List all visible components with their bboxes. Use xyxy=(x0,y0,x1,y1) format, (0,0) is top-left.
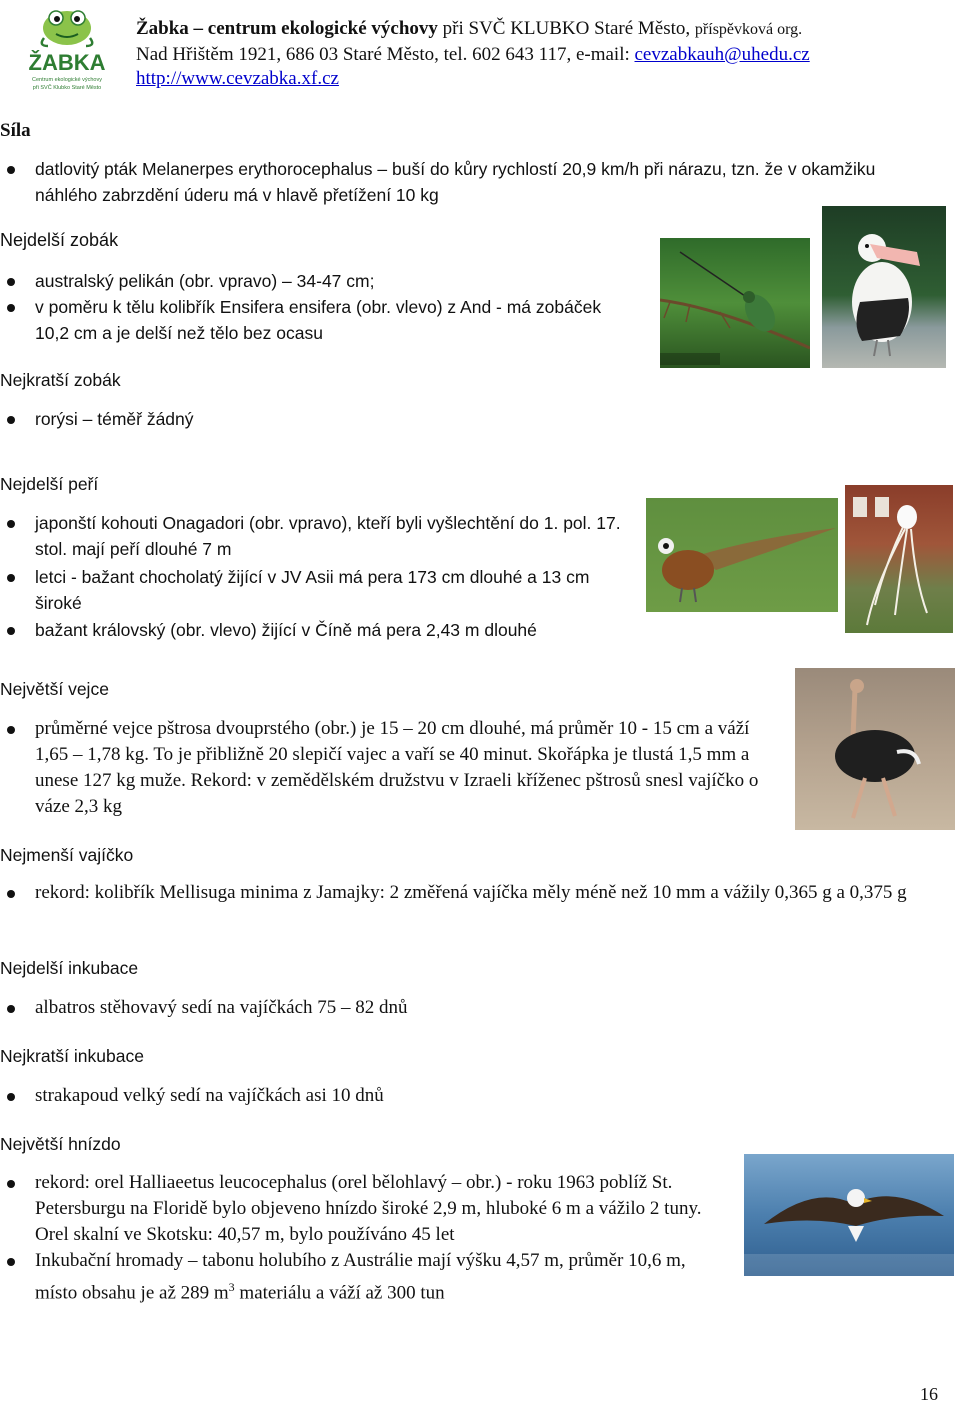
bullet-icon xyxy=(7,890,15,898)
eagle-photo xyxy=(744,1154,954,1276)
item-text: australský pelikán (obr. vpravo) – 34-47 cm; xyxy=(35,271,375,291)
svg-text:Centrum ekologické výchovy: Centrum ekologické výchovy xyxy=(31,77,103,83)
pelican-photo xyxy=(822,206,946,368)
org-name-line xyxy=(136,18,802,40)
bullet-icon xyxy=(7,1005,15,1013)
item-text: albatros stěhovavý sedí na vajíčkách 75 – 82 dnů xyxy=(35,997,408,1018)
address-line xyxy=(136,44,810,66)
section-title-sila: Síla xyxy=(0,120,31,141)
org-name: Žabka – centrum ekologické výchovy xyxy=(136,18,438,39)
section-title-nejvetsi-hnizdo: Největší hnízdo xyxy=(0,1134,121,1154)
item-text-main: Inkubační hromady – tabonu holubího z Austrálie mají výšku 4,57 m, průměr 10,6 m, místo obsahu je až 289 m xyxy=(35,1250,686,1304)
item-text: v poměru k tělu kolibřík Ensifera ensifera (obr. vlevo) z And - má zobáček 10,2 cm a je delší než tělo bez ocasu xyxy=(35,297,602,343)
bullet-icon xyxy=(7,726,15,734)
svg-text:při SVČ Klubko Staré Město: při SVČ Klubko Staré Město xyxy=(32,85,102,91)
section-title-nejmensi-vajicko: Nejmenší vajíčko xyxy=(0,845,134,865)
bullet-icon xyxy=(7,574,15,582)
pheasant-photo xyxy=(646,498,838,612)
item-text xyxy=(35,1248,725,1306)
bullet-icon xyxy=(7,627,15,635)
address: Nad Hřištěm 1921, 686 03 Staré Město, tel. 602 643 117, e-mail: xyxy=(136,44,630,65)
email-link[interactable]: cevzabkauh@uhedu.cz xyxy=(634,44,810,65)
item-text: rekord: orel Halliaeetus leucocephalus (orel bělohlavý – obr.) - roku 1963 poblíž St. Petersburgu na Floridě bylo objeveno hnízdo široké 2,9 m, hluboké 6 m a vážilo 2 tuny. Orel skalní ve Skotsku: 40,57 m, bylo používáno 45 let xyxy=(35,1172,702,1245)
logo-text: ŽABKA xyxy=(28,50,106,75)
item-text: rorýsi – téměř žádný xyxy=(35,409,194,429)
bullet-icon xyxy=(7,166,15,174)
item-text: průměrné vejce pštrosa dvouprstého (obr.) je 15 – 20 cm dlouhé, má průměr 10 - 15 cm a váží 1,65 – 1,78 kg. To je přibližně 20 slepičí vajec a vaří se 40 minut. Skořápka je tlustá 1,5 mm a unese 127 kg muže. Rekord: v zemědělském družstvu v Izraeli kříženec pštrosů snesl vajíčko o váze 2,3 kg xyxy=(35,718,759,817)
section-title-nejvetsi-vejce: Největší vejce xyxy=(0,679,109,699)
website-line xyxy=(136,68,339,90)
bullet-icon xyxy=(7,416,15,424)
bullet-icon xyxy=(7,1180,15,1188)
org-rest: při SVČ KLUBKO Staré Město, xyxy=(442,18,691,39)
item-text: rekord: kolibřík Mellisuga minima z Jamajky: 2 změřená vajíčka měly méně než 10 mm a vážily 0,365 g a 0,375 g xyxy=(35,882,907,903)
bullet-icon xyxy=(7,1258,15,1266)
zabka-logo xyxy=(20,6,115,98)
section-title-nejdelsi-peri: Nejdelší peří xyxy=(0,474,99,494)
item-text: datlovitý pták Melanerpes erythorocephalus – buší do kůry rychlostí 20,9 km/h při nárazu, tzn. že v okamžiku náhlého zabrzdění úderu má v hlavě přetížení 10 kg xyxy=(35,159,876,205)
bullet-icon xyxy=(7,304,15,312)
item-text: letci - bažant chocholatý žijící v JV Asii má pera 173 cm dlouhé a 13 cm široké xyxy=(35,567,590,613)
bullet-icon xyxy=(7,520,15,528)
website-link[interactable]: http://www.cevzabka.xf.cz xyxy=(136,68,339,89)
section-title-nejkratsi-zobak: Nejkratší zobák xyxy=(0,370,121,390)
hummingbird-photo xyxy=(660,238,810,368)
section-title-nejdelsi-zobak: Nejdelší zobák xyxy=(0,230,119,250)
section-title-nejdelsi-inkubace: Nejdelší inkubace xyxy=(0,958,139,978)
rooster-photo xyxy=(845,485,953,633)
superscript: 3 xyxy=(228,1280,235,1294)
bullet-icon xyxy=(7,278,15,286)
page-number: 16 xyxy=(920,1384,938,1404)
item-text-tail: materiálu a váží až 300 tun xyxy=(234,1282,445,1304)
item-text: bažant královský (obr. vlevo) žijící v Číně má pera 2,43 m dlouhé xyxy=(35,620,537,640)
item-text: japonští kohouti Onagadori (obr. vpravo), kteří byli vyšlechtění do 1. pol. 17. stol. mají peří dlouhé 7 m xyxy=(35,513,621,559)
bullet-icon xyxy=(7,1093,15,1101)
section-title-nejkratsi-inkubace: Nejkratší inkubace xyxy=(0,1046,144,1066)
ostrich-photo xyxy=(795,668,955,830)
org-type: příspěvková org. xyxy=(694,21,803,38)
item-text: strakapoud velký sedí na vajíčkách asi 10 dnů xyxy=(35,1085,384,1106)
